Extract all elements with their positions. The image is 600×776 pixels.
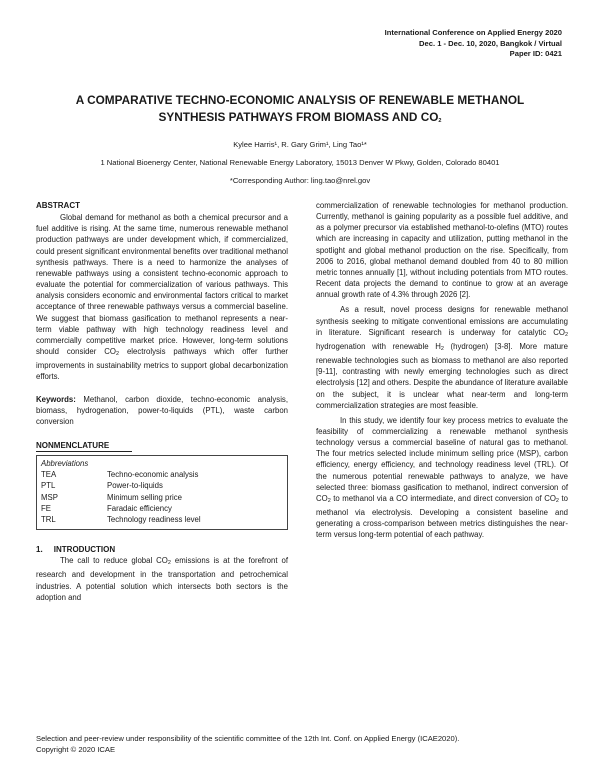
title-line-2	[40, 109, 560, 130]
intro-p2-subscript-1: 2	[564, 331, 568, 338]
corresponding-author: *Corresponding Author: ling.tao@nrel.gov	[229, 176, 371, 185]
affiliation: 1 National Bioenergy Center, National Renewable Energy Laboratory, 15013 Denver W Pkwy, Golden, Colorado 80401	[100, 158, 500, 167]
introduction-paragraph-3	[316, 415, 568, 541]
abstract-subscript: 2	[115, 351, 120, 358]
nomenclature-meaning: Techno-economic analysis	[107, 470, 199, 480]
intro-p3-c: to methanol via electrolysis. Developing a consistent baseline and generating a cross-comparison between metrics distinguishes the near-term versus long-term potential of each pathway.	[316, 493, 568, 540]
intro-p3-a: In this study, we identify four key process metrics to evaluate the feasibility of commercializing a renewable methanol synthesis technology versus a commercial baseline of natural gas to methanol. The four metrics selected include minimum selling price (MSP), carbon efficiency, energy efficiency, and technology readiness level (TRL). Of the numerous potential renewable pathways to analyze, we have selected three: biomass gasification to methanol, indirect conversion of CO	[316, 415, 568, 503]
intro-p2-b: hydrogenation with renewable H	[316, 341, 441, 351]
introduction-paragraph-1-cont	[316, 200, 568, 300]
abstract-text-a: Global demand for methanol as both a chemical precursor and a fuel additive is rising. At the same time, numerous renewable methanol production pathways are under development which, if commercialized, could present significant environmental benefits over traditional methanol synthesis pathways. There is a need to harmonize the analyses of renewable pathways using a consistent techno-economic approach to evaluate the potential for commercialization of various pathways. This analysis considers economic and environmental factors critical to market acceptance of three renewable pathways versus a commercial baseline. We suggest that biomass gasification to methanol represents a near-term viable pathway with high technology readiness level and commercially competitive market price. However, long-term solutions should consider CO	[36, 213, 288, 357]
title-line-1: A COMPARATIVE TECHNO-ECONOMIC ANALYSIS OF RENEWABLE METHANOL	[75, 93, 525, 107]
nomenclature-row	[41, 492, 283, 503]
keywords-label: Keywords:	[36, 394, 76, 404]
abstract-text	[36, 212, 288, 382]
nomenclature-meaning: Technology readiness level	[107, 514, 201, 524]
conference-dates: Dec. 1 - Dec. 10, 2020, Bangkok / Virtual	[419, 38, 562, 48]
intro-p1-b: emissions is at the forefront of research and development in the transportation and petrochemical industries. A potential solution which intersects both sectors is the adoption and	[36, 556, 288, 602]
nomenclature-abbr: PTL	[41, 481, 56, 491]
title-subscript: 2	[438, 118, 442, 124]
nomenclature-meaning: Faradaic efficiency	[107, 503, 172, 513]
nomenclature-heading: NONMENCLATURE	[36, 440, 132, 452]
intro-p3-subscript-2: 2	[555, 497, 559, 504]
introduction-paragraph-1-start	[36, 555, 288, 603]
footer-line-1: Selection and peer-review under responsibility of the scientific committee of the 12th Int. Conf. on Applied Energy (ICAE2020).	[36, 734, 460, 743]
intro-p3-b: to methanol via a CO intermediate, and direct conversion of CO	[330, 493, 556, 503]
introduction-paragraph-2	[316, 304, 568, 410]
paper-id: Paper ID: 0421	[509, 49, 562, 58]
footer-copyright: Copyright © 2020 ICAE	[36, 745, 116, 754]
keywords-text: Methanol, carbon dioxide, techno-economic analysis, biomass, hydrogenation, power-to-liquids (PTL), waste carbon conversion	[36, 394, 288, 426]
paper-title	[40, 92, 560, 130]
nomenclature-abbr: TRL	[41, 514, 56, 524]
conference-header	[385, 28, 562, 60]
nomenclature-abbr: TEA	[41, 470, 57, 480]
author-list: Kylee Harris¹, R. Gary Grim¹, Ling Tao¹*	[233, 140, 367, 149]
title-line-2-text: SYNTHESIS PATHWAYS FROM BIOMASS AND CO	[158, 110, 439, 124]
nomenclature-row	[41, 503, 283, 514]
intro-p3-subscript-1: 2	[327, 497, 331, 504]
intro-p2-a: As a result, novel process designs for renewable methanol synthesis seeking to mitigate conventional emissions are accumulating in literature. Significant research is underway for catalytic CO	[316, 305, 568, 337]
abstract-text-b: electrolysis pathways which offer further improvements in sustainability metrics to support global decarbonization efforts.	[36, 347, 288, 382]
nomenclature-abbr: MSP	[41, 492, 58, 502]
keywords	[36, 394, 288, 427]
nomenclature-row	[41, 469, 283, 480]
nomenclature-meaning: Minimum selling price	[107, 492, 182, 502]
nomenclature-table	[36, 455, 288, 530]
intro-p2-subscript-2: 2	[440, 345, 444, 352]
nomenclature-abbr: FE	[41, 503, 51, 513]
left-column	[36, 200, 288, 603]
abstract-heading: ABSTRACT	[36, 201, 80, 210]
right-column	[316, 200, 568, 541]
intro-p2-c: (hydrogen) [3-8]. More mature renewable technologies such as biomass to methanol are also reported [9-11], contrasting with newly emerging technologies such as direct electrolysis [12] and others. Despite the abundance of literature available on the subject, it is unclear what near-term and long-term commercialization strategies are most feasible.	[316, 341, 568, 410]
introduction-heading: 1. INTRODUCTION	[36, 545, 116, 555]
nomenclature-meaning: Power-to-liquids	[107, 481, 163, 491]
page-footer	[36, 733, 459, 755]
conference-name: International Conference on Applied Energy 2020	[384, 28, 562, 37]
intro-p1-subscript: 2	[167, 560, 171, 567]
nomenclature-row	[41, 480, 283, 491]
intro-p1-a: The call to reduce global CO	[60, 556, 168, 566]
nomenclature-row	[41, 514, 283, 525]
intro-p1-continued: commercialization of renewable technologies for methanol production. Currently, methanol is gaining popularity as a possible fuel additive, and as a polymer precursor via established methanol-to-olefins (MTO) routes which are increasing in capacity and utilization, putting methanol in the spotlight and global methanol production on the rise. Specifically, from 2006 to 2016, global methanol demand doubled from 40 to 80 million metric tonnes annually [1], without including potentials from MTO routes. Recent data projects the demand to continue to grow at an average annual growth rate of 4.3% through 2026 [2].	[316, 201, 568, 300]
nomenclature-subheading: Abbreviations	[41, 459, 89, 469]
